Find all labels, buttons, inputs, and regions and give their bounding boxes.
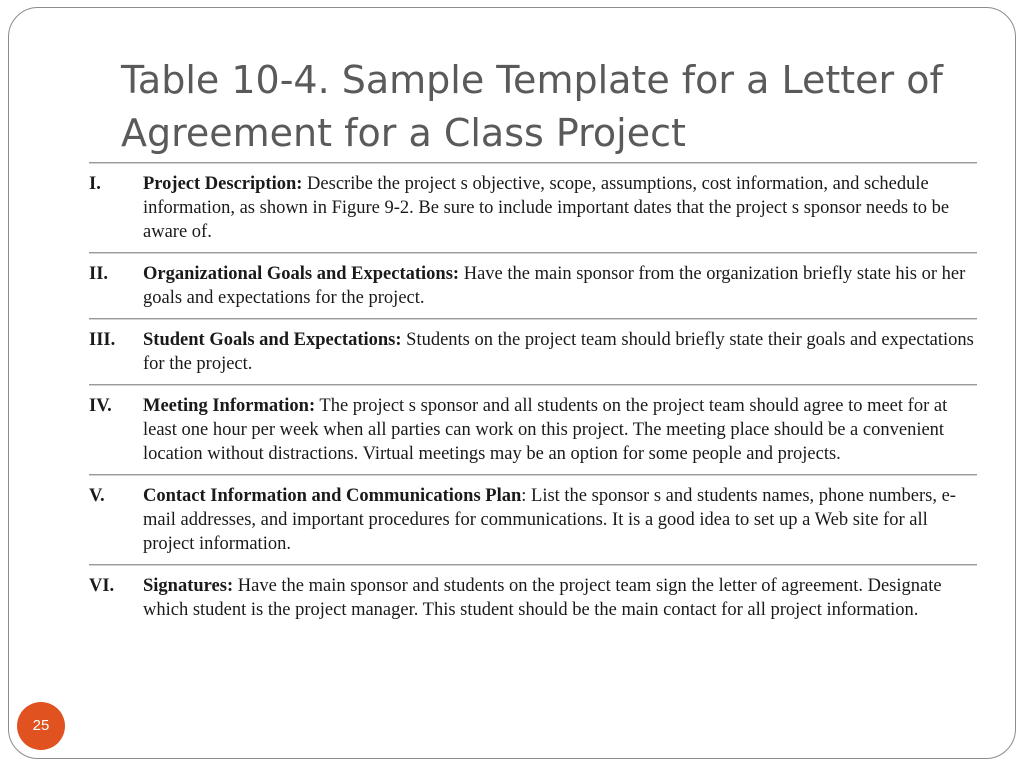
agreement-template-table — [89, 162, 977, 630]
row-text — [143, 328, 977, 376]
row-label: Signatures: — [143, 576, 234, 596]
table-row — [89, 164, 977, 252]
slide-frame — [8, 7, 1016, 759]
row-number: VI. — [89, 576, 115, 596]
row-label: Organizational Goals and Expectations: — [143, 264, 460, 284]
row-label: Contact Information and Communications Plan — [143, 486, 522, 506]
row-body: : List the sponsor s and students names, phone numbers, e-mail addresses, and important procedures for communications. It is a good idea to set up a Web site for all project information. — [143, 486, 956, 554]
row-number: II. — [89, 264, 109, 284]
row-body: Students on the project team should briefly state their goals and expectations for the project. — [143, 330, 974, 374]
row-text — [143, 172, 977, 244]
slide-title: Table 10-4. Sample Template for a Letter of Agreement for a Class Project — [121, 58, 943, 155]
row-label: Project Description: — [143, 174, 303, 194]
row-label: Meeting Information: — [143, 396, 316, 416]
row-text — [143, 574, 977, 622]
row-number: I. — [89, 174, 101, 194]
row-text — [143, 262, 977, 310]
table-row — [89, 254, 977, 318]
row-label: Student Goals and Expectations: — [143, 330, 402, 350]
row-number: IV. — [89, 396, 112, 416]
row-number: III. — [89, 330, 116, 350]
row-number: V. — [89, 486, 105, 506]
page-number-badge: 25 — [17, 702, 65, 750]
row-body: Have the main sponsor from the organization briefly state his or her goals and expectations for the project. — [143, 264, 966, 308]
table-row — [89, 566, 977, 630]
row-text — [143, 484, 977, 556]
table-row — [89, 476, 977, 564]
row-body: Have the main sponsor and students on the project team sign the letter of agreement. Designate which student is the project manager. This student should be the main contact for all project information. — [143, 576, 942, 620]
row-text — [143, 394, 977, 466]
table-row — [89, 386, 977, 474]
table-row — [89, 320, 977, 384]
row-body: The project s sponsor and all students on the project team should agree to meet for at least one hour per week when all parties can work on this project. The meeting place should be a convenient location without distractions. Virtual meetings may be an option for some people and projects. — [143, 396, 948, 464]
row-body: Describe the project s objective, scope, assumptions, cost information, and schedule information, as shown in Figure 9-2. Be sure to include important dates that the project s sponsor needs to be aware of. — [143, 174, 950, 242]
